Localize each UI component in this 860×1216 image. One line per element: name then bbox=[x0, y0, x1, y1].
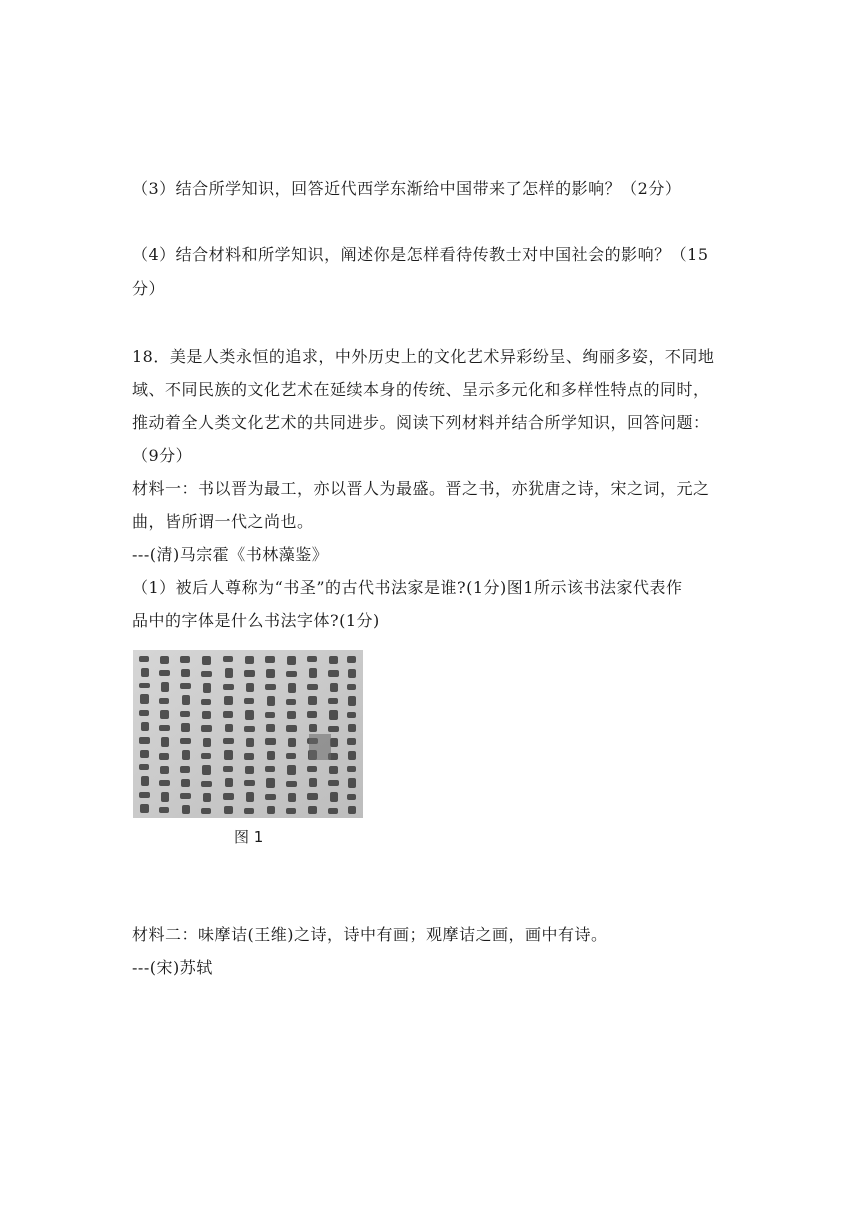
material-1-line-1: 材料一：书以晋为最工，亦以晋人为最盛。晋之书，亦犹唐之诗，宋之词，元之 bbox=[132, 479, 710, 498]
question-4-line-1: （4）结合材料和所学知识，阐述你是怎样看待传教士对中国社会的影响？（15 bbox=[132, 245, 709, 264]
calligraphy-image bbox=[133, 650, 363, 818]
sub-question-1-line-2: 品中的字体是什么书法字体?(1分) bbox=[132, 611, 380, 630]
question-18-line-4: （9分） bbox=[132, 446, 193, 465]
material-2-source: ---(宋)苏轼 bbox=[132, 958, 213, 977]
question-3: （3）结合所学知识，回答近代西学东渐给中国带来了怎样的影响？（2分） bbox=[132, 179, 682, 198]
question-18-line-1: 18．美是人类永恒的追求，中外历史上的文化艺术异彩纷呈、绚丽多姿，不同地 bbox=[132, 347, 715, 366]
material-2-line-1: 材料二：味摩诘(王维)之诗，诗中有画；观摩诘之画，画中有诗。 bbox=[132, 925, 608, 944]
figure-caption: 图 1 bbox=[234, 828, 264, 846]
question-18-line-3: 推动着全人类文化艺术的共同进步。阅读下列材料并结合所学知识，回答问题： bbox=[132, 413, 710, 432]
calligraphy-texture bbox=[133, 650, 363, 818]
sub-question-1-line-1: （1）被后人尊称为“书圣”的古代书法家是谁?(1分)图1所示该书法家代表作 bbox=[132, 578, 683, 597]
seal-stamp bbox=[309, 734, 331, 760]
material-1-line-2: 曲，皆所谓一代之尚也。 bbox=[132, 512, 314, 531]
material-1-source: ---(清)马宗霍《书林藻鉴》 bbox=[132, 545, 329, 564]
question-4-line-2: 分） bbox=[132, 279, 166, 298]
question-18-line-2: 域、不同民族的文化艺术在延续本身的传统、呈示多元化和多样性特点的同时， bbox=[132, 380, 710, 399]
